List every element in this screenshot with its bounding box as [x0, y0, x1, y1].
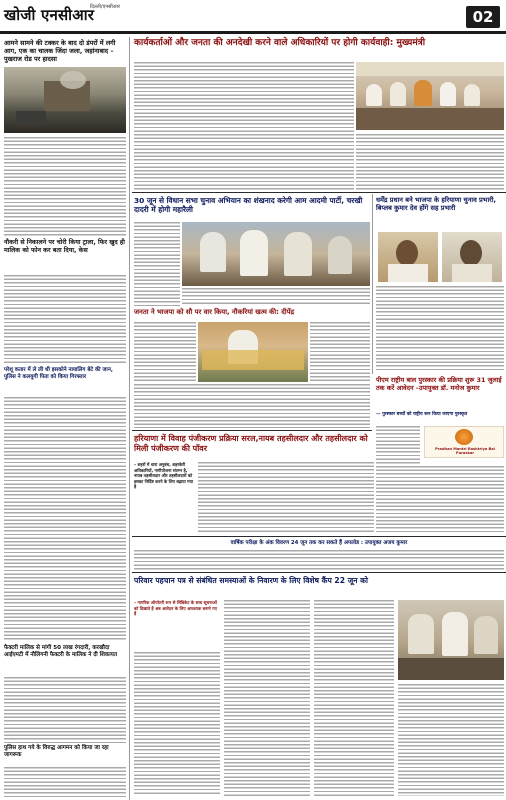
story2-headline: नौकरी से निकालने पर चोरी किया ट्राला, फिर खुद ही मालिक को फोन कर बता दिया, केस [4, 239, 125, 254]
exam-notice-headline: वार्षिक परीक्षा के अंक विवरण 24 जून तक कर सकते हैं अपलोड : उपायुक्त अजय कुमार [230, 540, 408, 546]
newspaper-logo: खोजी एनसीआर [4, 6, 95, 24]
right-divider [372, 194, 373, 374]
pm-award-body [376, 426, 420, 464]
mid-story-left-body [134, 222, 180, 306]
rally-photo [198, 322, 308, 382]
bottom-story-headline: परिवार पहचान पत्र से संबंधित समस्याओं के निवारण के लिए विशेष कैंप 22 जून को [134, 576, 368, 585]
section-rule [132, 192, 506, 193]
top-story-body [134, 62, 354, 190]
story1-headline: आमने सामने की टक्कर के बाद दो डंपरों में लगी आग, एक का चालक जिंदा जला, जहांनाबाद – पुखराज रोड पर हादसा [4, 39, 116, 63]
pm-award-subline: — पुरस्कार बच्चों को राष्ट्रीय स्तर किया जाएगा पुरस्कृत [376, 412, 468, 417]
edition-line: दिल्ली/एनसीआर [90, 4, 120, 10]
pm-award-headline: पीएम राष्ट्रीय बाल पुरस्कार की प्रक्रिया शुरू 31 जुलाई तक करें आवेदन –उपायुक्त डॉ. मनोज कुमार [376, 376, 502, 393]
story3-headline: परेशू कतार में ले ली थी इसकोने नायालिग बेटे की जान, पुलिस ने कलयुगी पिता को किया गिरफ्तार [4, 367, 113, 380]
exam-notice-body [134, 550, 504, 570]
page-number-badge: 02 [466, 6, 500, 28]
bottom-story-body-1 [134, 652, 220, 796]
story3-body [4, 397, 126, 641]
bottom-story-body-2 [224, 600, 310, 796]
deb-photo [442, 232, 502, 282]
masthead [0, 0, 506, 34]
left-column [0, 37, 128, 800]
camp-photo [398, 600, 504, 680]
mid-story-headline: 30 जून से विधान सभा चुनाव अभियान का शंखनाद करेगी आम आदमी पार्टी, चरखी दादरी में होगी महारैली [134, 196, 363, 215]
story4-body [4, 677, 126, 745]
bottom-story-body-4 [398, 684, 504, 796]
story5-body [4, 767, 126, 797]
story1-body [4, 137, 126, 237]
pradhan-photo [378, 232, 438, 282]
pm-award-body2 [376, 466, 504, 534]
chief-minister-photo [356, 62, 504, 130]
section-rule-3 [132, 536, 506, 537]
dipendra-headline: जनता ने भाजपा को सौ पर वार किया, नौकरियां खत्म की: दीपेंद्र [134, 308, 295, 316]
column-divider [129, 37, 130, 800]
story4-headline: फैक्टरी मालिक से मांगी 50 लाख रंगदारी, करखौदा आईएमटी में नौलिगनी फैक्टरी के मालिक ने दी शिकायत [4, 645, 118, 659]
top-story-caption [356, 134, 504, 190]
story5-headline: पुलिस हाथ गये के विरुद्ध आगमन को किया जा रहा जागरूक [4, 745, 109, 759]
aap-leaders-photo [182, 222, 370, 286]
dipendra-left-body [134, 322, 196, 382]
truck-fire-photo [4, 67, 126, 133]
marriage-sidebar: – शहरों में धारा अनुबंध, शहरकेरी अधिकारियों, नागीयोजना संलग्न है, नायब तहसीलदार और तहसीलदारों को इसका निर्दिष्ट करने के लिए बढ़ाया गया है [134, 462, 194, 490]
award-emblem-icon [455, 429, 473, 445]
top-story-headline: कार्यकर्ताओं और जनता की अनदेखी करने वाले अधिकारियों पर होगी कार्यवाही: मुख्यमंत्री [134, 38, 426, 48]
marriage-body [198, 462, 374, 534]
section-rule-4 [132, 572, 506, 573]
bottom-story-body-3 [314, 600, 394, 796]
bottom-story-sidebar: – नागरिक ऑपरेटरी रूप से सिंडिकेट के साथ सूचनाओं को दिखाते हैं अब आवेदन के लिए आवश्यक बनाने गए हैं [134, 600, 217, 617]
dipendra-right-body [310, 322, 370, 382]
story2-body [4, 275, 126, 365]
marriage-headline: हरियाणा में विवाह पंजीकरण प्रक्रिया सरल,नायब तहसीलदार और तहसीलदार को मिली पंजीकरण की पॉवर [134, 434, 368, 454]
mid-story-body [182, 288, 370, 306]
right-story-headline: धर्मेंद्र प्रधान बने भाजपा के हरियाणा चुनाव प्रभारी, बिप्लब कुमार देव होंगे सह प्रभारी [376, 196, 497, 213]
dipendra-body [134, 384, 370, 428]
section-rule-2 [132, 430, 372, 431]
right-story-body [376, 286, 504, 370]
award-logo [424, 426, 504, 458]
award-portal-label: Pradhan Mantri Rashtriya Bal Puraskar [435, 447, 495, 456]
